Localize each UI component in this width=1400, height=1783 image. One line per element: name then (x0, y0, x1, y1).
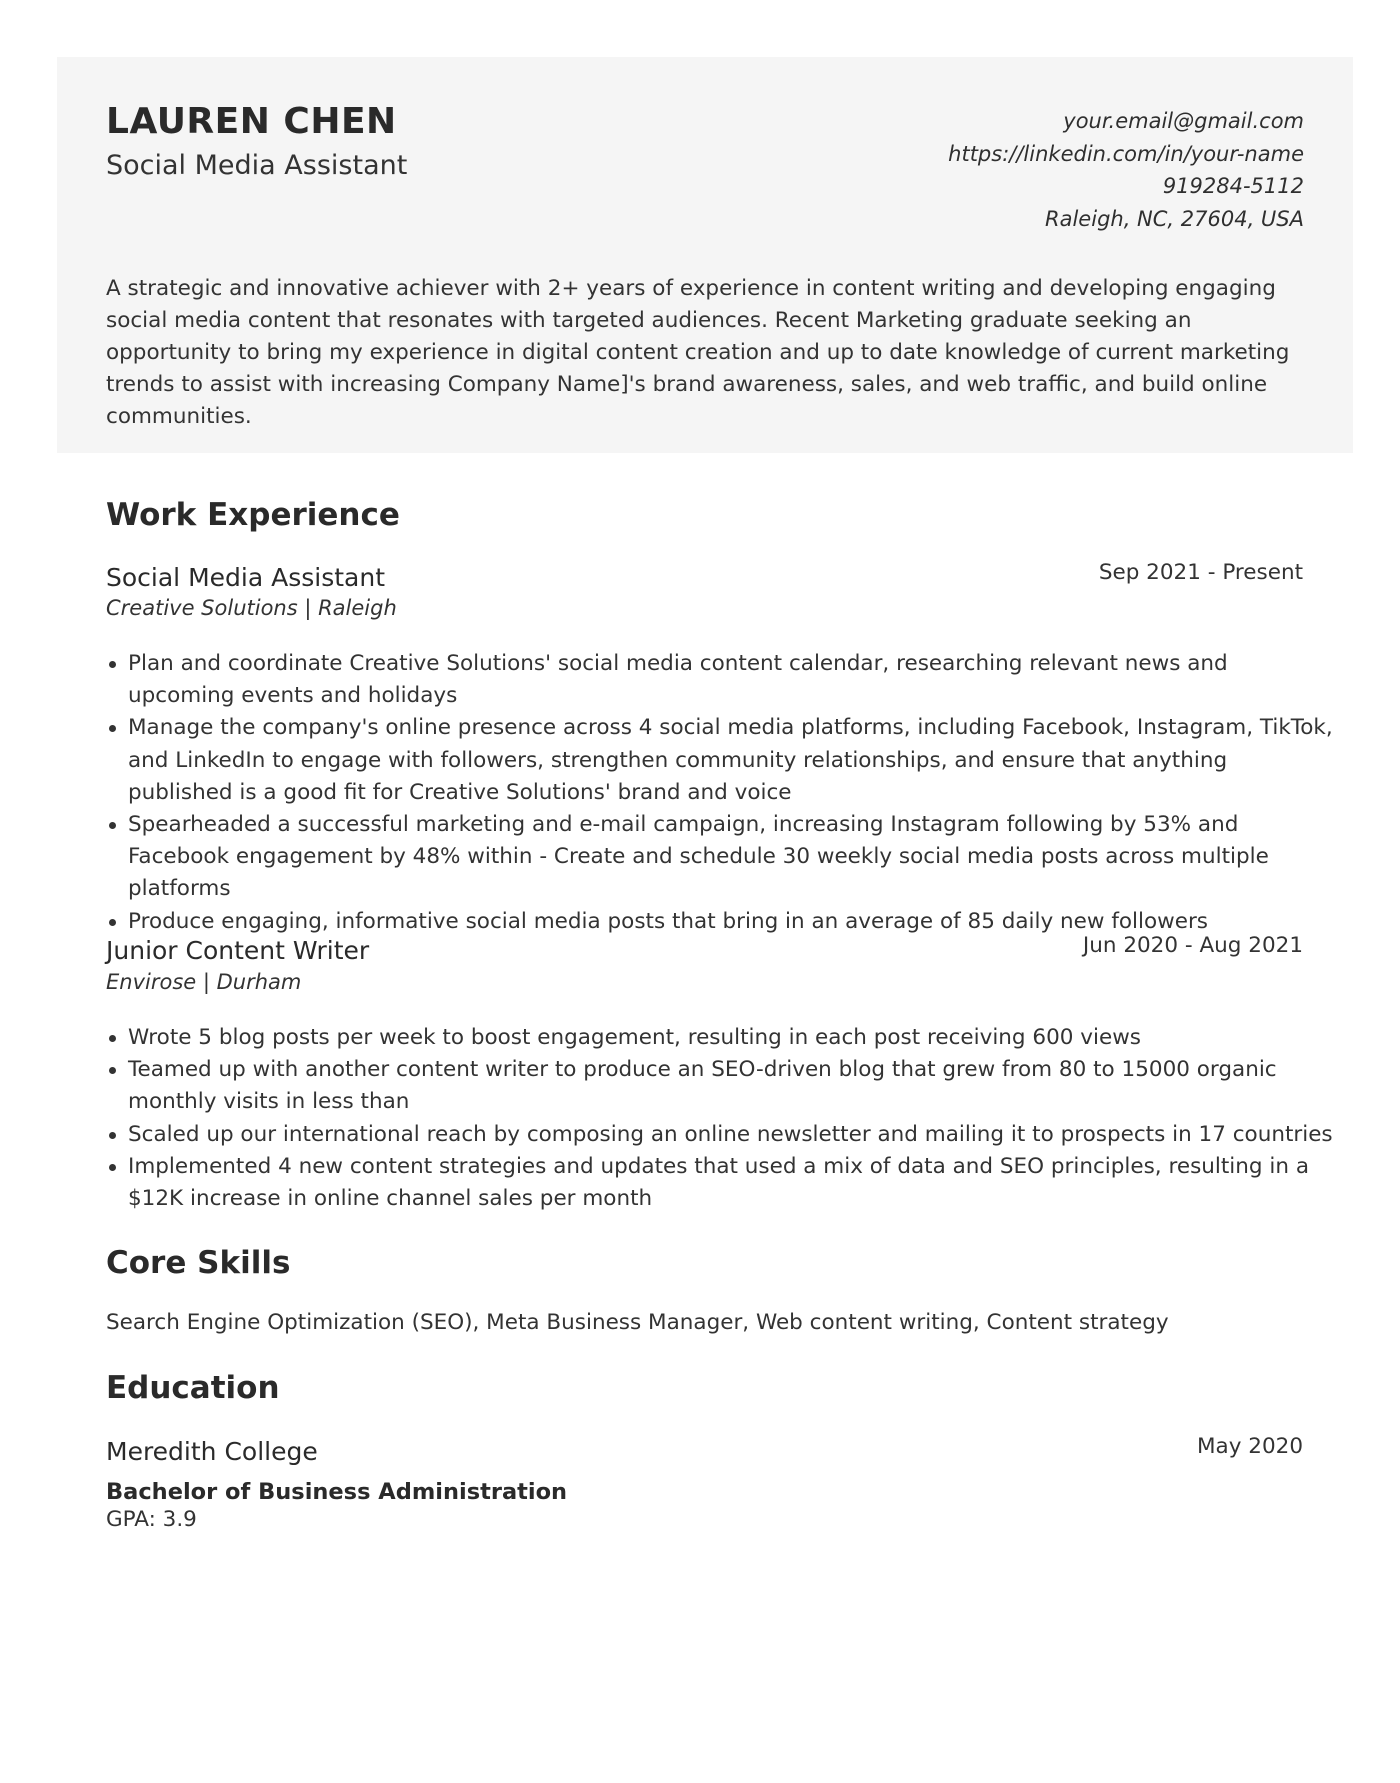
contact-block (948, 105, 1304, 235)
job-dates-1: Sep 2021 - Present (1098, 560, 1303, 585)
contact-location: Raleigh, NC, 27604, USA (1045, 206, 1304, 231)
contact-email[interactable]: your.email@gmail.com (1063, 109, 1304, 133)
list-item: Plan and coordinate Creative Solutions' social media content calendar, researching relevant news and upcoming events and holidays (128, 648, 1338, 712)
job-company-2: Envirose | Durham (106, 970, 302, 994)
skills-text: Search Engine Optimization (SEO), Meta Business Manager, Web content writing, Content strategy (106, 1310, 1169, 1335)
school-name: Meredith College (106, 1437, 318, 1466)
core-skills-heading: Core Skills (106, 1245, 291, 1281)
summary-text: A strategic and innovative achiever with 2+ years of experience in content writing and developing engaging social media content that resonates with targeted audiences. Recent Marketing graduate seeking an opportunity to bring my experience in digital content creation and up to date knowledge of current marketing trends to assist with increasing Company Name]'s brand awareness, sales, and web traffic, and build online communities. (106, 276, 1290, 429)
contact-linkedin[interactable]: https://linkedin.com/in/your-name (948, 141, 1304, 166)
degree: Bachelor of Business Administration (106, 1479, 568, 1505)
education-date: May 2020 (1197, 1434, 1303, 1459)
list-item: Teamed up with another content writer to produce an SEO-driven blog that grew from 80 to 15000 organic monthly visits in less than (128, 1054, 1338, 1118)
list-item: Scaled up our international reach by composing an online newsletter and mailing it to prospects in 17 countries (128, 1119, 1338, 1151)
contact-phone: 919284-5112 (1162, 174, 1304, 198)
job-company-1: Creative Solutions | Raleigh (106, 596, 397, 620)
job-dates-2: Jun 2020 - Aug 2021 (1082, 933, 1303, 958)
work-experience-heading: Work Experience (106, 497, 400, 533)
list-item: Manage the company's online presence across 4 social media platforms, including Facebook, Instagram, TikTok, and LinkedIn to engage with followers, strengthen community relationships, and ensure that anything published is a good fit for Creative Solutions' brand and voice (128, 712, 1338, 809)
job-bullets-1 (106, 648, 1338, 938)
gpa: GPA: 3.9 (106, 1507, 197, 1532)
candidate-title: Social Media Assistant (106, 150, 408, 181)
job-title-2: Junior Content Writer (106, 936, 370, 965)
list-item: Wrote 5 blog posts per week to boost engagement, resulting in each post receiving 600 views (128, 1022, 1338, 1054)
job-title-1: Social Media Assistant (106, 563, 385, 592)
education-heading: Education (106, 1370, 280, 1406)
candidate-name: LAUREN CHEN (106, 101, 397, 142)
list-item: Produce engaging, informative social media posts that bring in an average of 85 daily new followers (128, 906, 1338, 938)
job-bullets-2 (106, 1022, 1338, 1215)
list-item: Implemented 4 new content strategies and updates that used a mix of data and SEO principles, resulting in a $12K increase in online channel sales per month (128, 1151, 1338, 1215)
header-section (57, 57, 1353, 453)
list-item: Spearheaded a successful marketing and e-mail campaign, increasing Instagram following by 53% and Facebook engagement by 48% within - Create and schedule 30 weekly social media posts across multiple platforms (128, 809, 1338, 906)
